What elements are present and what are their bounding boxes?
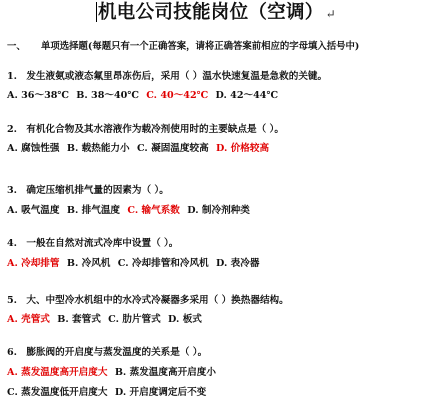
option-d: D. 制冷剂种类 [187,205,250,216]
option-b: B. 排气温度 [66,205,121,216]
question-6-stem [7,346,207,359]
option-c: C. 冷却排管和冷风机 [117,258,209,269]
question-text: 发生液氨或液态氟里昂冻伤后，采用（ ）温水快速复温是急救的关键。 [26,71,328,82]
question-text: 有机化合物及其水溶液作为载冷剂使用时的主要缺点是（ ）。 [26,124,284,135]
option-a: A. 腐蚀性强 [7,143,60,154]
question-1-stem [7,70,327,83]
option-a-correct: A. 冷却排管 [7,258,60,269]
option-c: C. 肋片管式 [108,314,161,325]
option-d-correct: D. 价格较高 [216,143,270,154]
question-text: 确定压缩机排气量的因素为（ ）。 [26,185,169,196]
question-3-options [7,204,254,217]
question-number: 2. [7,124,18,135]
option-a: A. 36～38℃ [7,90,69,101]
question-2-options [7,142,273,155]
question-2-stem [7,123,284,136]
question-number: 3. [7,185,18,196]
section-heading-text: 单项选择题(每题只有一个正确答案，请将正确答案前相应的字母填入括号中) [41,41,360,52]
question-4-stem [7,237,178,250]
option-d: D. 42～44℃ [215,90,278,101]
option-c-correct: C. 40～42℃ [146,90,209,101]
option-b: B. 载热能力小 [66,143,130,154]
option-b: B. 蒸发温度高开启度小 [114,367,216,378]
text-cursor [96,2,97,22]
section-heading [7,40,359,53]
section-number: 一、 [7,41,26,52]
question-6-options-row-1 [7,366,220,379]
question-text: 大、中型冷水机组中的水冷式冷凝器多采用（ ）换热器结构。 [26,295,289,306]
question-number: 1. [7,71,18,82]
question-4-options [7,257,263,270]
option-b: B. 套管式 [57,314,101,325]
option-d: D. 板式 [168,314,202,325]
option-d: D. 开启度调定后不变 [114,387,207,398]
question-5-stem [7,294,289,307]
question-6-options-row-2 [7,386,210,399]
option-b: B. 冷风机 [66,258,111,269]
question-number: 6. [7,347,18,358]
question-text: 一般在自然对流式冷库中设置（ ）。 [26,238,179,249]
option-c: C. 凝固温度较高 [136,143,209,154]
document-title [96,2,336,25]
option-c-correct: C. 输气系数 [127,205,180,216]
option-c: C. 蒸发温度低开启度大 [7,387,108,398]
option-a: A. 吸气温度 [7,205,60,216]
question-3-stem [7,184,169,197]
question-text: 膨胀阀的开启度与蒸发温度的关系是（ ）。 [26,347,208,358]
option-d: D. 表冷器 [216,258,260,269]
question-1-options [7,89,282,102]
option-a-correct: A. 壳管式 [7,314,50,325]
title-text: 机电公司技能岗位（空调） [98,2,324,23]
option-b: B. 38～40℃ [76,90,139,101]
paragraph-mark-icon: ↵ [325,7,336,21]
question-5-options [7,313,206,326]
option-a-correct: A. 蒸发温度高开启度大 [7,367,108,378]
question-number: 5. [7,295,18,306]
question-number: 4. [7,238,18,249]
